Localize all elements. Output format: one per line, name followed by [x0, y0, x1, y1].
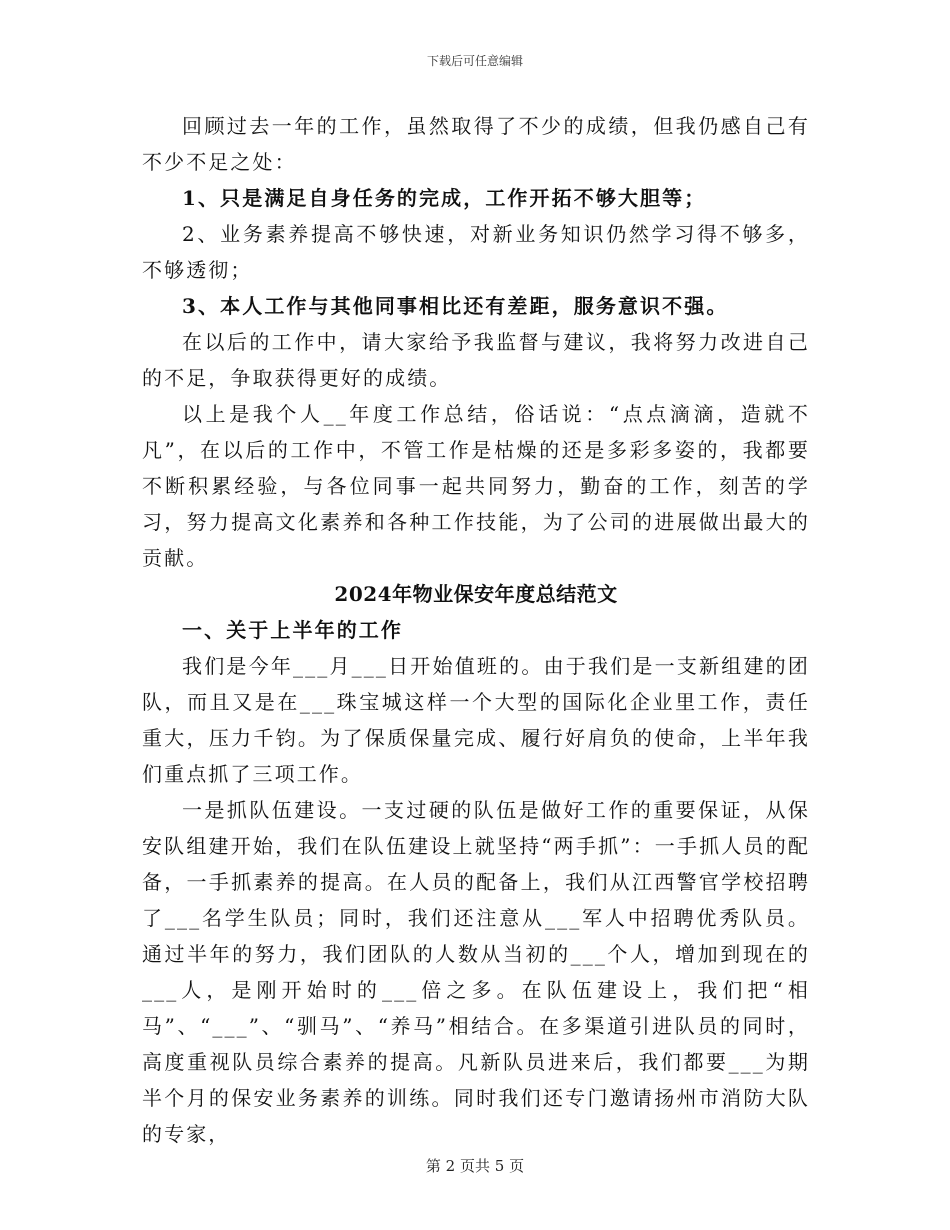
paragraph-conclusion: 以上是我个人__年度工作总结，俗话说：“点点滴滴，造就不凡”，在以后的工作中，不管工作是枯燥的还是多彩多姿的，我都要不断积累经验，与各位同事一起共同努力，勤奋的工作，刻苦的学习，努力提高文化素养和各种工作技能，为了公司的进展做出最大的贡献。 [142, 402, 810, 570]
section-heading-first-half: 一、关于上半年的工作 [182, 618, 403, 642]
paragraph-shortcoming-1: 1、只是满足自身任务的完成，工作开拓不够大胆等； [182, 186, 707, 210]
document-body [142, 108, 810, 1152]
paragraph-team-building: 一是抓队伍建设。一支过硬的队伍是做好工作的重要保证，从保安队组建开始，我们在队伍建设上就坚持“两手抓”：一手抓人员的配备，一手抓素养的提高。在人员的配备上，我们从江西警官学校招聘了___名学生队员；同时，我们还注意从___军人中招聘优秀队员。通过半年的努力，我们团队的人数从当初的___个人，增加到现在的___人，是刚开始时的___倍之多。在队伍建设上，我们把“相马”、“___”、“驯马”、“养马”相结合。在多渠道引进队员的同时，高度重视队员综合素养的提高。凡新队员进来后，我们都要___为期半个月的保安业务素养的训练。同时我们还专门邀请扬州市消防大队的专家， [142, 798, 810, 1146]
section-title: 2024年物业保安年度总结范文 [334, 582, 618, 606]
paragraph-shortcoming-2: 2、业务素养提高不够快速，对新业务知识仍然学习得不够多，不够透彻； [142, 222, 810, 282]
page-footer: 第 2 页共 5 页 [425, 1157, 525, 1175]
paragraph-shortcoming-3: 3、本人工作与其他同事相比还有差距，服务意识不强。 [182, 294, 729, 318]
paragraph-future: 在以后的工作中，请大家给予我监督与建议，我将努力改进自己的不足，争取获得更好的成绩。 [142, 330, 810, 390]
paragraph-team-start: 我们是今年___月___日开始值班的。由于我们是一支新组建的团队，而且又是在___珠宝城这样一个大型的国际化企业里工作，责任重大，压力千钧。为了保质保量完成、履行好肩负的使命，上半年我们重点抓了三项工作。 [142, 654, 810, 786]
page-header: 下载后可任意编辑 [426, 54, 523, 68]
paragraph-review: 回顾过去一年的工作，虽然取得了不少的成绩，但我仍感自己有不少不足之处： [142, 114, 810, 174]
